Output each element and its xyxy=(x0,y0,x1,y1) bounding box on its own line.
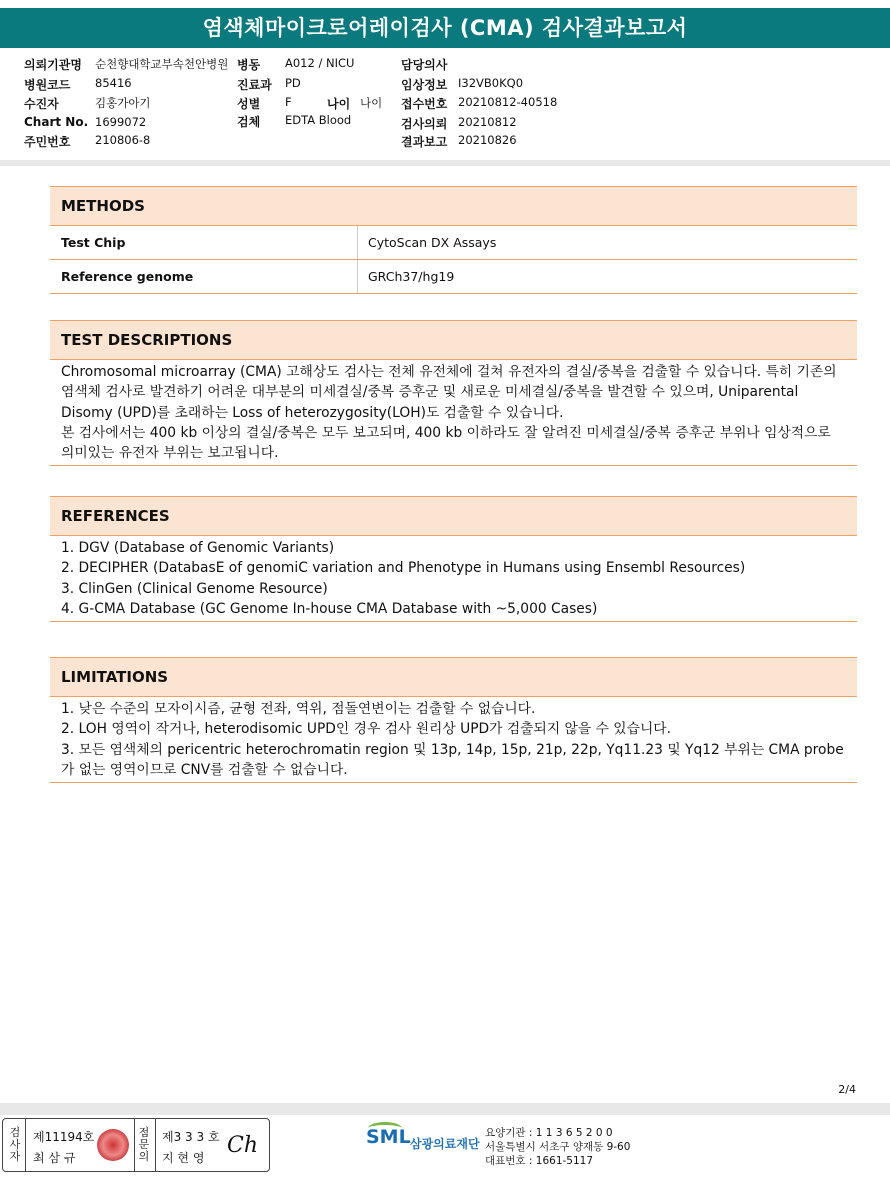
label-accession-no: 접수번호 xyxy=(401,97,448,111)
value-request-date: 20210812 xyxy=(458,115,517,129)
label-request-date: 검사의뢰 xyxy=(401,117,448,131)
reviewer-label: 점문의 xyxy=(138,1126,150,1163)
methods-value: CytoScan DX Assays xyxy=(368,235,497,250)
logo-mark: SML xyxy=(366,1126,411,1148)
limitation-item: 1. 낮은 수준의 모자이시즘, 균형 전좌, 역위, 점돌연변이는 검출할 수 없습니다. xyxy=(61,701,536,717)
test-descriptions-section xyxy=(50,320,857,466)
value-patient: 김홍가아기 xyxy=(95,96,151,110)
methods-section xyxy=(50,186,857,294)
methods-key: Reference genome xyxy=(50,260,358,293)
references-body xyxy=(50,536,857,622)
label-hospital-code: 병원코드 xyxy=(24,78,71,92)
reference-item: 2. DECIPHER (DatabasE of genomiC variation and Phenotype in Humans using Ensembl Resources) xyxy=(61,560,746,577)
limitations-section xyxy=(50,657,857,783)
value-sex: F xyxy=(285,95,292,109)
methods-value: GRCh37/hg19 xyxy=(368,269,455,284)
page-number: 2/4 xyxy=(838,1083,856,1096)
value-age: 나이 xyxy=(360,96,383,110)
limitations-body xyxy=(50,697,857,783)
report-title: 염색체마이크로어레이검사 (CMA) 검사결과보고서 xyxy=(0,8,890,48)
box-divider xyxy=(25,1119,26,1171)
description-paragraph: 본 검사에서는 400 kb 이상의 결실/중복은 모두 보고되며, 400 kb 이하라도 잘 알려진 미세결실/중복 증후군 부위나 임상적으로 의미있는 유전자 부위는 보고됩니다. xyxy=(61,424,831,462)
label-sex: 성별 xyxy=(237,97,261,111)
label-resident-no: 주민번호 xyxy=(24,135,71,149)
reviewer-name: 지 현 영 xyxy=(162,1151,205,1165)
value-ward: A012 / NICU xyxy=(285,56,355,70)
label-clinical-info: 임상정보 xyxy=(401,78,448,92)
label-patient: 수진자 xyxy=(24,97,59,111)
tester-license: 제11194호 xyxy=(33,1130,95,1144)
organization-info xyxy=(485,1126,630,1168)
reviewer-license: 제3 3 3 호 xyxy=(162,1130,220,1144)
value-referring-institution: 순천향대학교부속천안병원 xyxy=(95,57,229,71)
patient-header xyxy=(0,50,890,161)
limitations-heading: LIMITATIONS xyxy=(50,657,857,697)
value-report-date: 20210826 xyxy=(458,133,517,147)
label-chart-no: Chart No. xyxy=(24,115,89,129)
references-heading: REFERENCES xyxy=(50,496,857,536)
org-line: 요양기관 : 1 1 3 6 5 2 0 0 xyxy=(485,1127,613,1139)
signature: Ch xyxy=(227,1133,259,1158)
value-clinical-info: I32VB0KQ0 xyxy=(458,76,524,90)
methods-row xyxy=(50,260,857,294)
reference-item: 4. G-CMA Database (GC Genome In-house CMA Database with ~5,000 Cases) xyxy=(61,600,598,617)
label-age: 나이 xyxy=(327,97,351,111)
limitation-item: 3. 모든 염색체의 pericentric heterochromatin region 및 13p, 14p, 15p, 21p, 22p, Yq11.23 및 Yq12 부위는 CMA probe가 없는 영역이므로 CNV를 검출할 수 없습니다. xyxy=(61,741,844,778)
reference-item: 3. ClinGen (Clinical Genome Resource) xyxy=(61,580,328,597)
signature-box xyxy=(2,1118,270,1172)
label-department: 진료과 xyxy=(237,78,272,92)
methods-key: Test Chip xyxy=(50,226,358,259)
value-department: PD xyxy=(285,76,301,90)
tester-name: 최 삼 규 xyxy=(33,1151,76,1165)
value-accession-no: 20210812-40518 xyxy=(458,95,558,109)
header-divider xyxy=(0,160,890,166)
box-divider xyxy=(134,1119,135,1171)
org-line: 서울특별시 서초구 양재동 9-60 xyxy=(485,1141,631,1153)
tester-label: 검사자 xyxy=(9,1126,21,1163)
org-line: 대표번호 : 1661-5117 xyxy=(485,1155,594,1167)
test-descriptions-body xyxy=(50,360,857,466)
references-section xyxy=(50,496,857,622)
value-specimen: EDTA Blood xyxy=(285,113,352,127)
label-ward: 병동 xyxy=(237,58,261,72)
value-hospital-code: 85416 xyxy=(95,76,132,90)
label-specimen: 검체 xyxy=(237,115,261,129)
methods-heading: METHODS xyxy=(50,186,857,226)
label-referring-institution: 의뢰기관명 xyxy=(24,58,82,72)
logo-text: 삼광의료재단 xyxy=(410,1137,480,1151)
official-seal-icon xyxy=(97,1129,129,1161)
test-descriptions-heading: TEST DESCRIPTIONS xyxy=(50,320,857,360)
methods-row xyxy=(50,226,857,260)
value-resident-no: 210806-8 xyxy=(95,133,151,147)
reference-item: 1. DGV (Database of Genomic Variants) xyxy=(61,540,335,556)
description-paragraph: Chromosomal microarray (CMA) 고해상도 검사는 전체 유전체에 걸쳐 유전자의 결실/중복을 검출할 수 있습니다. 특히 기존의 염색체 검사로 발견하기 어려운 대부분의 미세결실/중복 증후군 및 새로운 미세결실/중복을 발견할 수 있으며, Uniparental Disomy (UPD)를 초래하는 Loss of heterozygosity(LOH)도 검출할 수 있습니다. xyxy=(61,364,837,421)
box-divider xyxy=(155,1119,156,1171)
label-attending-doctor: 담당의사 xyxy=(401,58,448,72)
limitation-item: 2. LOH 영역이 작거나, heterodisomic UPD인 경우 검사 원리상 UPD가 검출되지 않을 수 있습니다. xyxy=(61,721,672,738)
label-report-date: 결과보고 xyxy=(401,135,448,149)
footer-divider xyxy=(0,1103,890,1115)
value-chart-no: 1699072 xyxy=(95,115,147,129)
